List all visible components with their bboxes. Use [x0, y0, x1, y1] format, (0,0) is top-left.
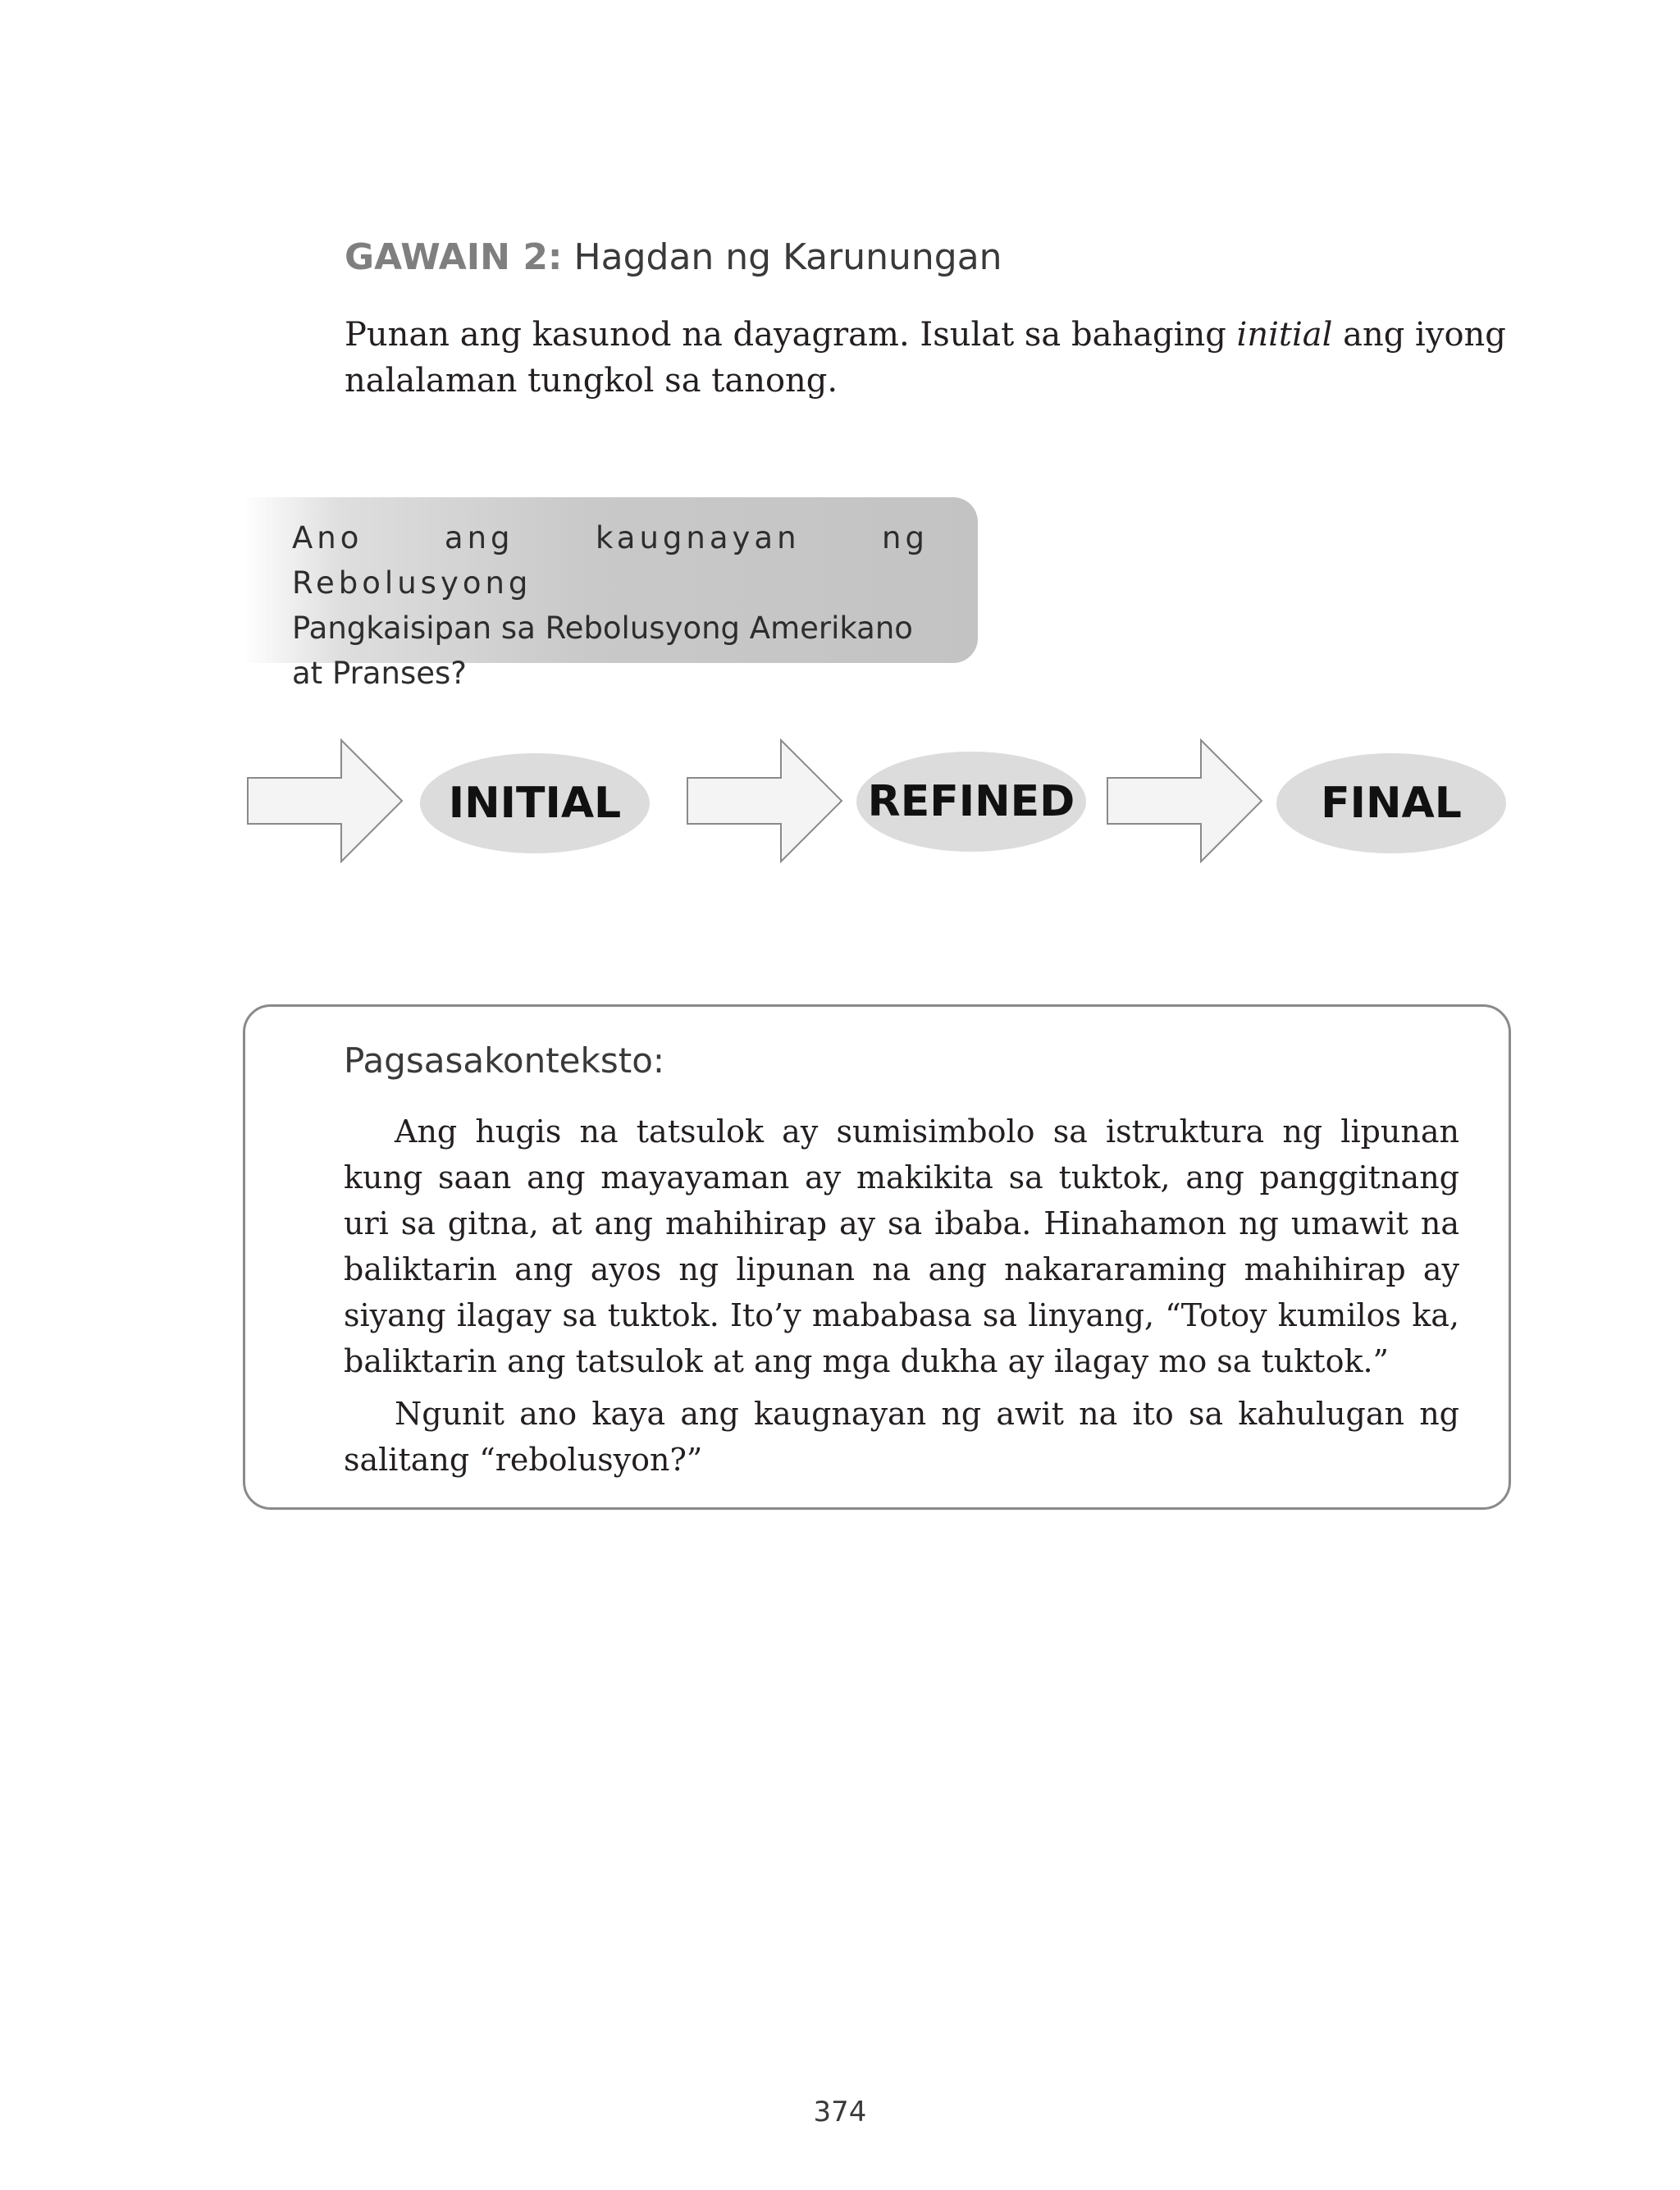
instruction-emphasis: initial — [1236, 316, 1333, 354]
question-box — [243, 497, 978, 691]
arrow-3-icon — [1106, 738, 1263, 863]
context-paragraph-1: Ang hugis na tatsulok ay sumisimbolo sa istruktura ng lipunan kung saan ang mayayaman ay makikita sa tuktok, ang panggitnang uri sa gitna, at ang mahihirap ay sa ibaba. Hinahamon ng umawit na baliktarin ang ayos ng lipunan na ang nakararaming mahihirap ay siyang ilagay sa tuktok. Ito’y mababasa sa linyang, “Totoy kumilos ka, baliktarin ang tatsulok at ang mga dukha ay ilagay mo sa tuktok.” — [344, 1113, 1459, 1379]
instruction-text — [345, 312, 1526, 404]
arrow-1-icon — [246, 738, 404, 863]
instruction-before: Punan ang kasunod na dayagram. Isulat sa bahaging — [345, 316, 1237, 354]
question-line-1: Ano ang kaugnayan ng Rebolusyong — [292, 520, 929, 601]
context-heading: Pagsasakonteksto: — [344, 1040, 665, 1081]
context-body — [344, 1109, 1459, 1489]
instruction-after: ang iyong nalalaman tungkol sa tanong. — [345, 316, 1506, 400]
arrow-2-icon — [686, 738, 843, 863]
activity-label: GAWAIN 2: — [345, 236, 563, 278]
stage-refined: REFINED — [856, 752, 1086, 852]
page-number: 374 — [813, 2096, 867, 2128]
stage-initial: INITIAL — [420, 753, 650, 853]
context-paragraph-2: Ngunit ano kaya ang kaugnayan ng awit na ito sa kahulugan ng salitang “rebolusyon?” — [344, 1396, 1459, 1478]
stage-final: FINAL — [1276, 753, 1506, 853]
activity-title: Hagdan ng Karunungan — [573, 236, 1002, 278]
activity-heading — [345, 235, 1002, 281]
question-text — [292, 515, 929, 696]
question-line-3: at Pranses? — [292, 656, 467, 691]
question-line-2: Pangkaisipan sa Rebolusyong Amerikano — [292, 610, 913, 646]
context-box — [243, 1004, 1511, 1510]
